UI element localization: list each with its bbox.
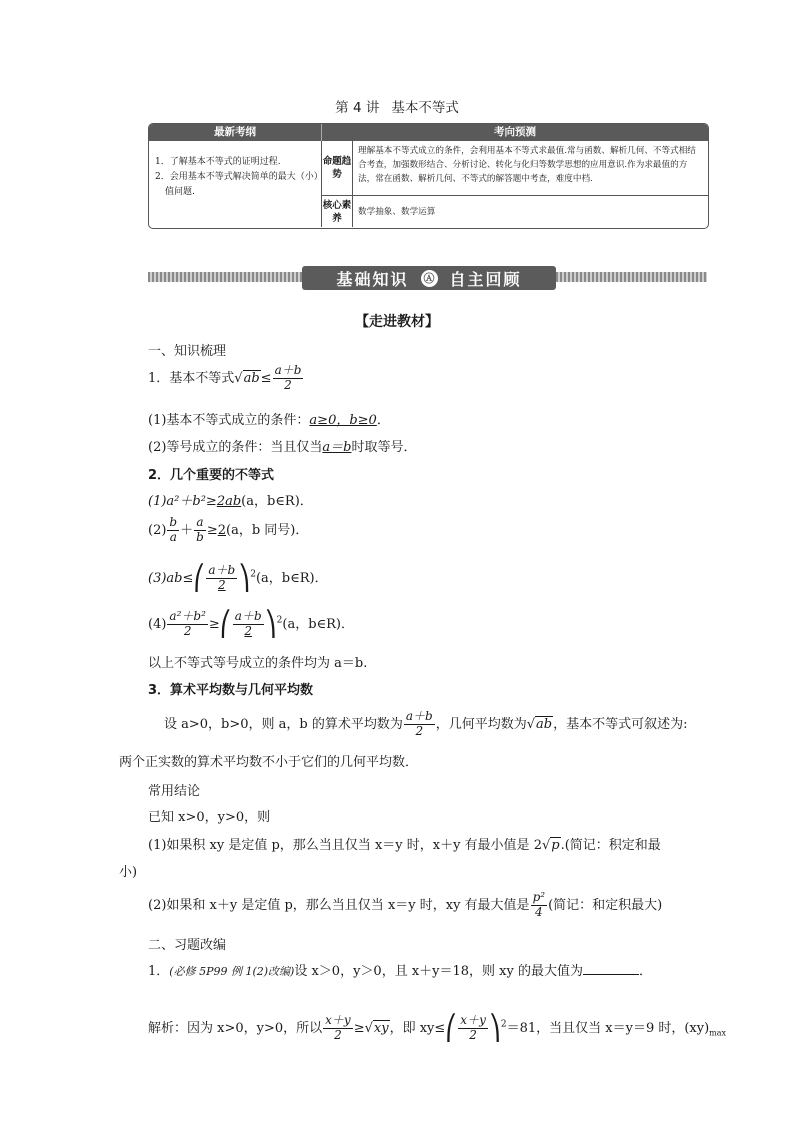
s2-3sq: 2 <box>250 569 256 580</box>
cc-2d: 4 <box>534 904 543 919</box>
heading-knowledge: 一、知识梳理 <box>148 344 227 359</box>
s3-para-1: 设 a>0，b>0，则 a，b 的算术平均数为 $\frac{a+b}{2}$ ，几何平均数为√ab，基本不等式可叙述为: <box>164 709 688 738</box>
s2-2-f1n: b <box>169 515 178 529</box>
s1-num: a＋b <box>274 363 302 377</box>
s2-2-plus: ＋ <box>180 522 194 538</box>
heading-exercises: 二、习题改编 <box>148 938 227 953</box>
s3-p1d: 2 <box>415 723 424 738</box>
syllabus-item-1: 1．了解基本不等式的证明过程. <box>155 157 281 167</box>
section-1-title: 1．基本不等式√ab≤ $\frac{a+b}{2}$ <box>148 363 302 392</box>
sol-n2: x＋y <box>460 1013 486 1027</box>
s1-le: ≤ <box>260 370 272 386</box>
header-exam-forecast: 考向预测 <box>494 126 536 138</box>
s2-2-answer: 2 <box>217 522 226 538</box>
sol-d2: 2 <box>469 1027 477 1042</box>
s3-p1c: ，基本不等式可叙述为: <box>553 716 688 732</box>
sol-ge: ≥ <box>353 1020 365 1036</box>
syllabus-row-trend <box>322 141 708 196</box>
s2-1-line <box>148 490 313 509</box>
literacy-text: 数学抽象、数学运算 <box>358 207 436 217</box>
s3-para-2: 两个正实数的算术平均数不小于它们的几何平均数． <box>119 755 419 770</box>
s3-p1sq: ab <box>536 716 553 732</box>
cc-1-line: (1)如果积 xy 是定值 p，那么当且仅当 x＝y 时，x＋y 有最小值是 2√p.(简记：积定和最 <box>148 838 661 853</box>
section-2-title: 2．几个重要的不等式 <box>148 468 275 483</box>
s3-p1a: 设 a>0，b>0，则 a，b 的算术平均数为 <box>164 716 403 732</box>
s2-equality-note: 以上不等式等号成立的条件均为 a＝b. <box>148 656 368 671</box>
s2-3b: (a，b∈R)． <box>255 570 328 586</box>
sub-heading: 【走进教材】 <box>355 314 439 330</box>
sol-sq: xy <box>373 1020 389 1036</box>
common-conclusion-title: 常用结论 <box>148 784 201 799</box>
syllabus-row-literacy <box>322 196 708 227</box>
s2-2b: (a，b 同号)． <box>226 522 309 538</box>
s2-2-f2n: a <box>196 515 204 529</box>
lecture-number: 第 4 讲 <box>335 100 380 116</box>
s2-4d2: 2 <box>244 623 253 638</box>
s2-4-line: (4) $\frac{\text{a²＋b²}}{2}$ ≥⎛ $\frac{a+b}{2}$ ⎞$^2$(a，b∈R)． <box>148 609 355 639</box>
ex1-question: 设 x＞0，y＞0，且 x＋y＝18，则 xy 的最大值为 <box>294 964 583 979</box>
solution-line: 解析：因为 x>0，y>0，所以 $\frac{x+y}{2}$ ≥√xy，即 xy≤⎛ $\frac{x+y}{2}$ ⎞$^2$＝81，当且仅当 x＝y＝9 时，$(xy)_{max}$ <box>148 1013 727 1043</box>
s2-3d: 2 <box>217 577 226 592</box>
s2-4n: a²＋b² <box>169 609 206 623</box>
banner-right-text: 自主回顾 <box>449 269 522 289</box>
s1-2-end: 时取等号． <box>351 440 417 455</box>
section-banner <box>148 266 707 290</box>
trend-text: 理解基本不等式成立的条件，会利用基本不等式求最值.常与函数、解析几何、不等式相结合考查，加强数形结合、分析讨论、转化与化归等数学思想的应用意识.作为求最值的方法，常在函数、解析几何、不等式的解答题中考查，难度中档. <box>358 146 696 184</box>
lecture-topic: 基本不等式 <box>391 100 459 116</box>
s2-3-line: (3)ab≤⎛ $\frac{a+b}{2}$ ⎞$^2$(a，b∈R)． <box>148 563 328 593</box>
sol-c: ＝81，当且仅当 x＝y＝9 时，(xy) <box>506 1020 710 1036</box>
s2-2-ge: ≥ <box>206 522 218 538</box>
s2-2-f2d: b <box>196 529 204 544</box>
s2-2-line <box>148 516 308 545</box>
tag-literacy: 核心素养 <box>322 196 353 227</box>
sol-b: ，即 xy≤ <box>389 1020 446 1036</box>
circle-letter-icon: Ⓐ <box>421 270 438 287</box>
page-title <box>0 96 794 116</box>
s1-1-cond: a≥0，b≥0 <box>309 413 377 428</box>
s2-4sq: 2 <box>276 615 283 626</box>
s2-2-f1d: a <box>169 529 177 544</box>
answer-blank <box>583 974 639 975</box>
cc-1sq: p <box>551 838 560 853</box>
s1-sqrt: ab <box>243 370 260 386</box>
cc-2-line <box>148 891 662 920</box>
cc-given: 已知 x>0，y>0，则 <box>148 810 271 825</box>
s2-4n2: a＋b <box>234 609 262 623</box>
sol-sq2: 2 <box>500 1019 507 1030</box>
section-3-title: 3．算术平均数与几何平均数 <box>148 683 314 698</box>
ex1-source: (必修 5P99 例 1(2)改编) <box>169 965 295 978</box>
sol-sub: max <box>709 1028 727 1038</box>
s2-4d: 2 <box>183 623 192 638</box>
s2-4a: (4) <box>148 616 167 632</box>
cc-1-continued: 小) <box>119 865 138 880</box>
s1-2-text: (2)等号成立的条件：当且仅当 <box>148 440 323 455</box>
s3-p1n: a＋b <box>405 709 433 723</box>
s1-1-line: (1)基本不等式成立的条件：a≥0，b≥0． <box>148 413 390 428</box>
s2-1-answer: 2ab <box>216 494 242 509</box>
cc-2b: (简记：和定积最大) <box>548 897 663 913</box>
syllabus-table <box>148 123 709 229</box>
s2-1a: (1)a²＋b²≥ <box>148 494 217 509</box>
sol-d: 2 <box>334 1027 342 1042</box>
s3-p1b: ，几何平均数为 <box>435 716 527 732</box>
exercise-1 <box>148 960 652 979</box>
cc-2a: (2)如果和 x＋y 是定值 p，那么当且仅当 x＝y 时，xy 有最大值是 <box>148 897 530 913</box>
cc-1a: (1)如果积 xy 是定值 p，那么当且仅当 x＝y 时，x＋y 有最小值是 2 <box>148 838 542 853</box>
sol-n: x＋y <box>325 1013 351 1027</box>
sol-a: 解析：因为 x>0，y>0，所以 <box>148 1020 323 1036</box>
s2-4b: (a，b∈R)． <box>282 616 355 632</box>
s2-4-ge: ≥ <box>208 616 220 632</box>
cc-1b: .(简记：积定和最 <box>560 838 661 853</box>
s1-label: 1．基本不等式 <box>148 370 235 386</box>
banner-left-text: 基础知识 <box>336 269 409 289</box>
s1-2-line <box>148 436 417 455</box>
syllabus-item-2: 2．会用基本不等式解决简单的最大（小）值问题. <box>155 172 319 197</box>
s1-den: 2 <box>284 377 292 392</box>
s2-2a: (2) <box>148 522 167 538</box>
s2-3a: (3)ab≤ <box>148 570 194 586</box>
banner-pill <box>302 266 556 290</box>
syllabus-left-cell <box>149 141 322 227</box>
s1-2-cond: a＝b <box>322 440 352 455</box>
tag-trend: 命题趋势 <box>322 141 353 195</box>
s2-3n: a＋b <box>208 563 236 577</box>
cc-2n: p² <box>532 890 546 904</box>
ex1-number: 1． <box>148 964 170 979</box>
syllabus-header <box>149 124 708 141</box>
ex1-end: ． <box>639 964 653 979</box>
s1-1-text: (1)基本不等式成立的条件： <box>148 413 310 428</box>
s2-1b: (a，b∈R)． <box>241 494 313 509</box>
header-latest-syllabus: 最新考纲 <box>149 124 322 141</box>
